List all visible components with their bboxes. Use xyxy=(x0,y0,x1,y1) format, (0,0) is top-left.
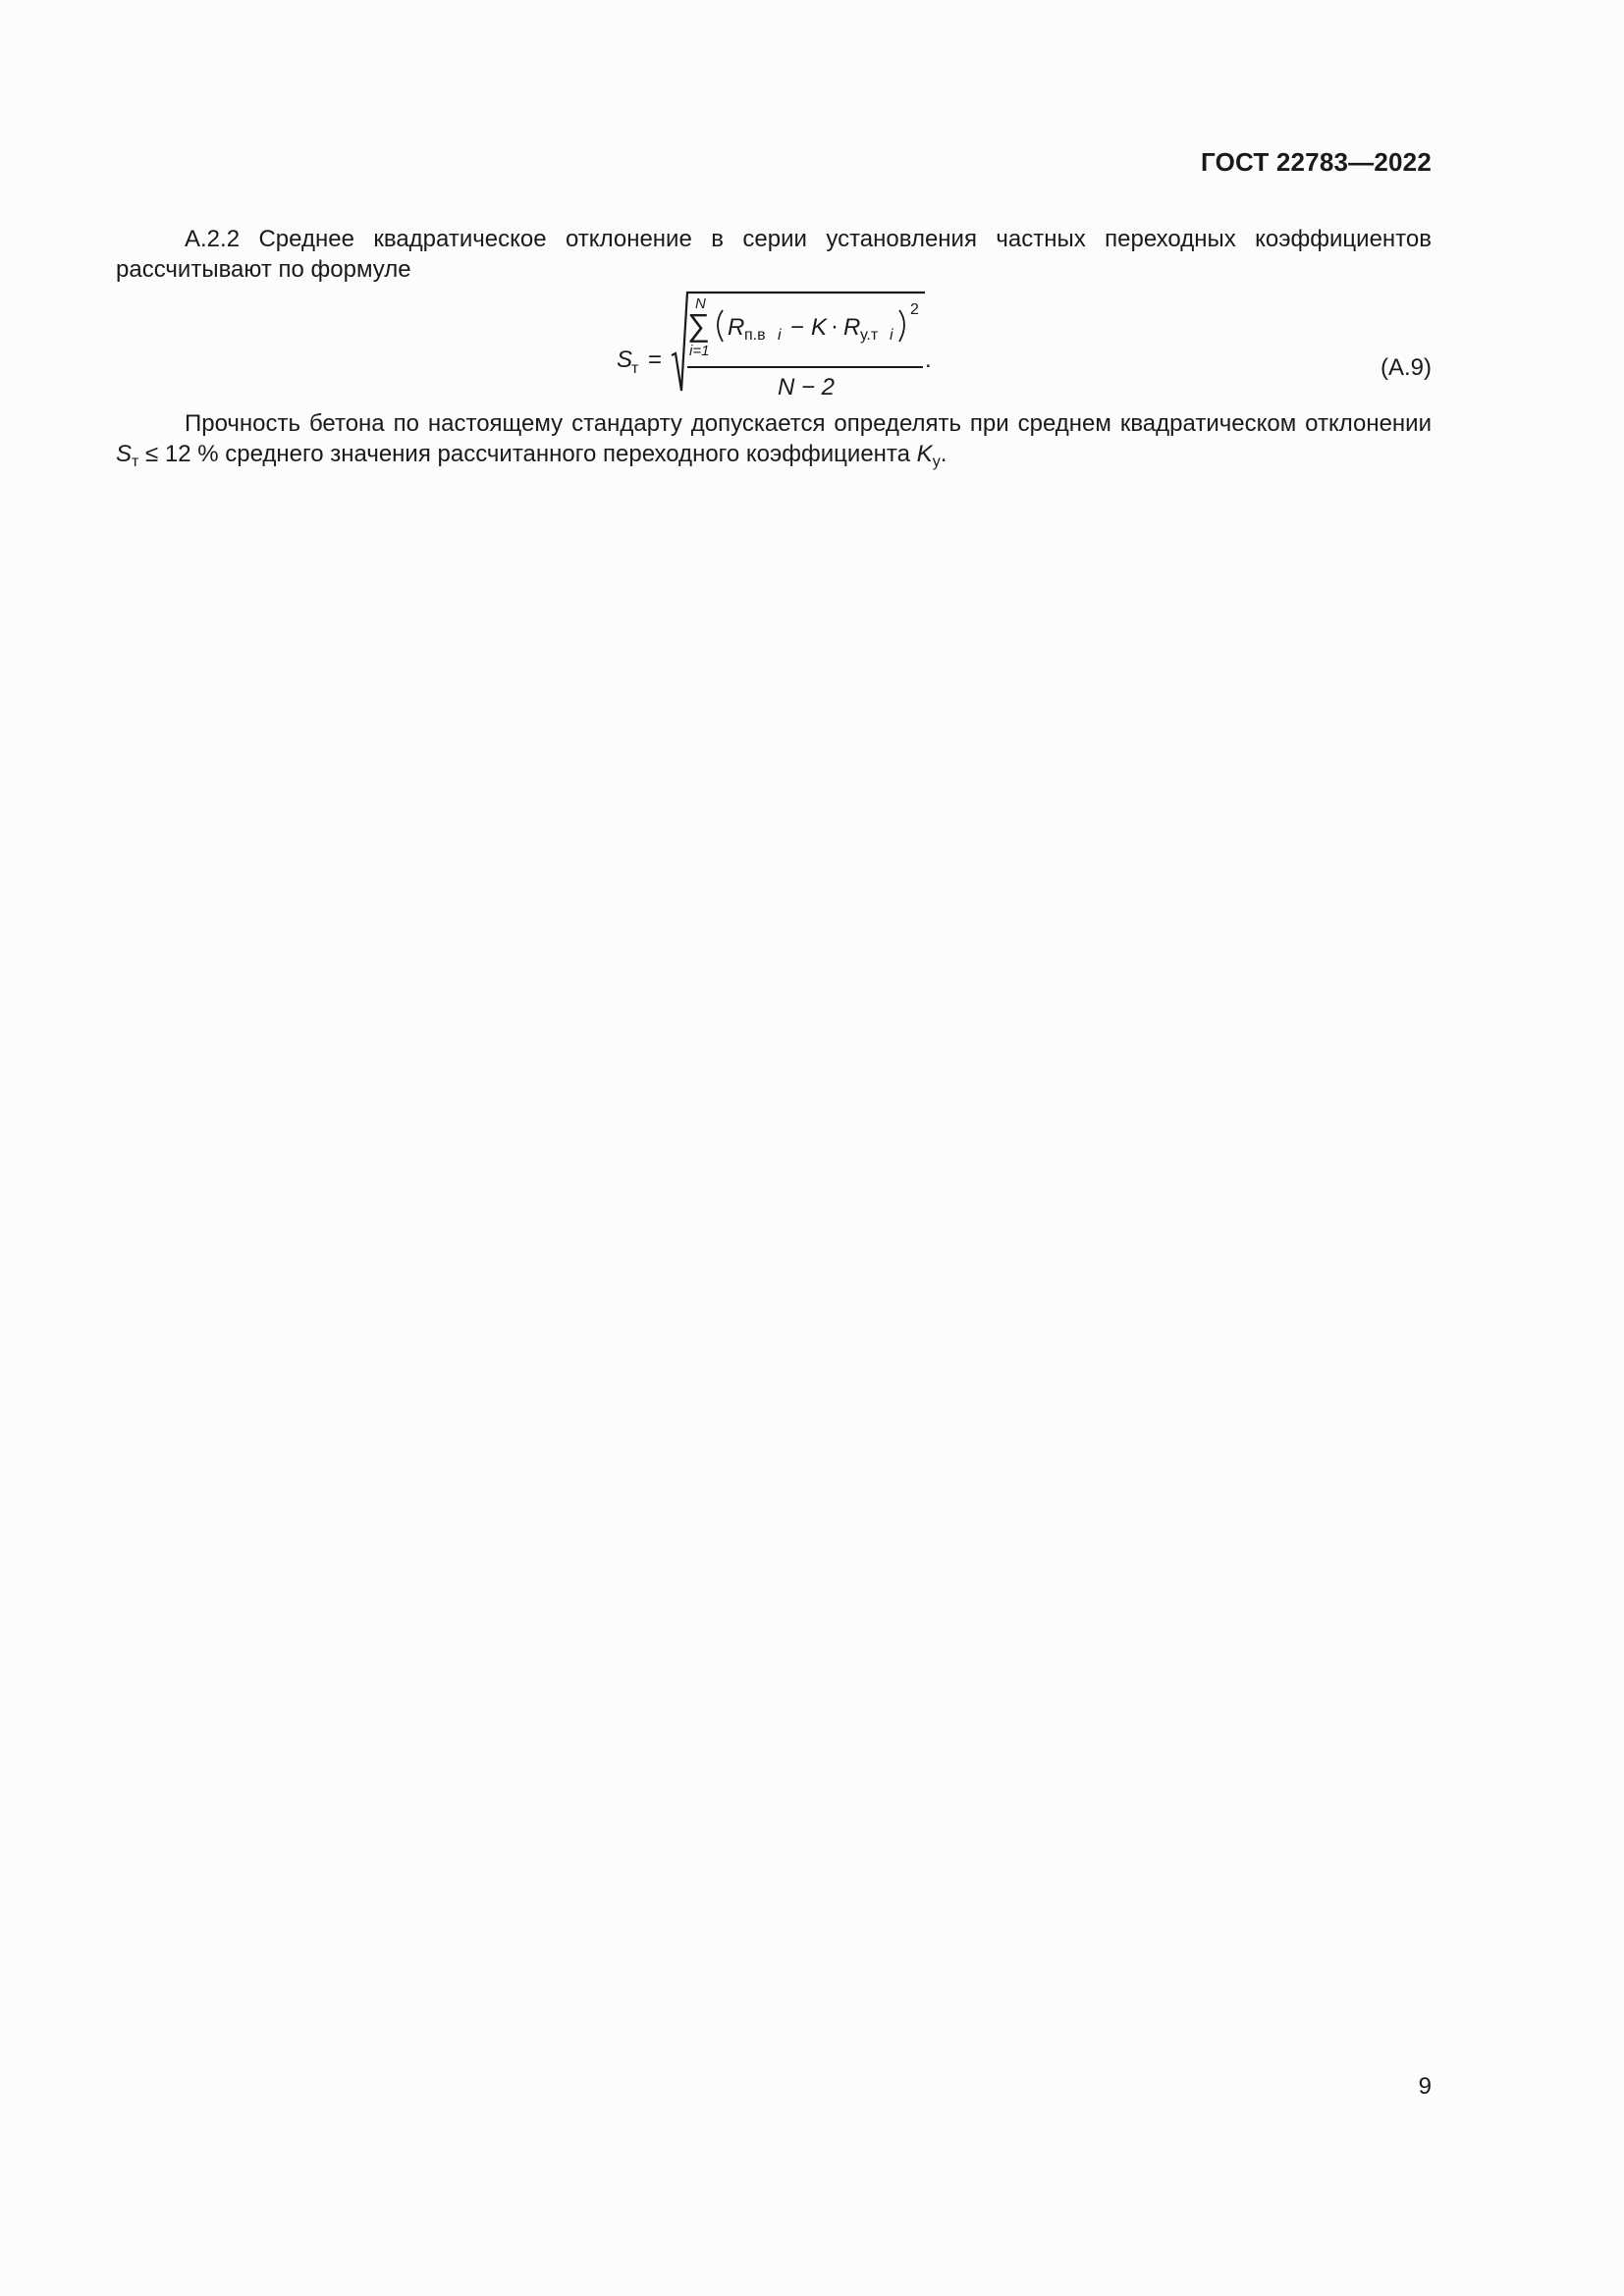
sum-upper-limit: N xyxy=(695,295,706,312)
paragraph-strength-part1: Прочность бетона по настоящему стандарту допускается определять при среднем квадратическом отклонении xyxy=(185,410,1432,437)
exponent: 2 xyxy=(910,301,919,318)
s-subscript: т xyxy=(132,454,139,470)
r1-index: i xyxy=(778,327,782,344)
paragraph-a22 xyxy=(116,224,1432,285)
right-paren xyxy=(899,310,904,342)
r1-sub: п.в xyxy=(744,327,766,344)
formula-end-dot: . xyxy=(925,347,932,373)
r2-index: i xyxy=(890,327,893,344)
k-subscript: у xyxy=(932,454,941,470)
left-paren xyxy=(718,310,723,342)
formula-lhs-symbol: S xyxy=(617,347,633,373)
page-number: 9 xyxy=(1418,2073,1432,2100)
sum-lower-limit: i=1 xyxy=(689,343,710,359)
paragraph-strength-part2: ≤ 12 % среднего значения рассчитанного переходного коэффициента xyxy=(138,441,917,467)
paragraph-strength-part3: . xyxy=(940,441,947,467)
paragraph-strength xyxy=(116,408,1432,469)
formula-equals: = xyxy=(648,347,663,373)
r1-symbol: R xyxy=(728,314,745,341)
s-symbol: S xyxy=(116,441,133,467)
paragraph-a22-text: А.2.2 Среднее квадратическое отклонение в серии установления частных переходных коэффициентов рассчитывают по формуле xyxy=(116,226,1432,283)
formula-a9 xyxy=(589,285,982,402)
document-header: ГОСТ 22783—2022 xyxy=(1201,147,1432,177)
denominator: N − 2 xyxy=(778,374,836,400)
formula-a9-graphic xyxy=(589,285,982,402)
k-symbol-inline: K xyxy=(916,441,933,467)
formula-lhs-sub: т xyxy=(631,360,639,377)
minus-sign: − xyxy=(790,314,805,341)
r2-symbol: R xyxy=(843,314,861,341)
multiply-dot: · xyxy=(831,313,839,340)
equation-number: (А.9) xyxy=(1380,354,1432,381)
r2-sub: у.т xyxy=(860,327,879,344)
k-symbol: K xyxy=(811,314,828,341)
sum-sign: ∑ xyxy=(687,307,710,343)
